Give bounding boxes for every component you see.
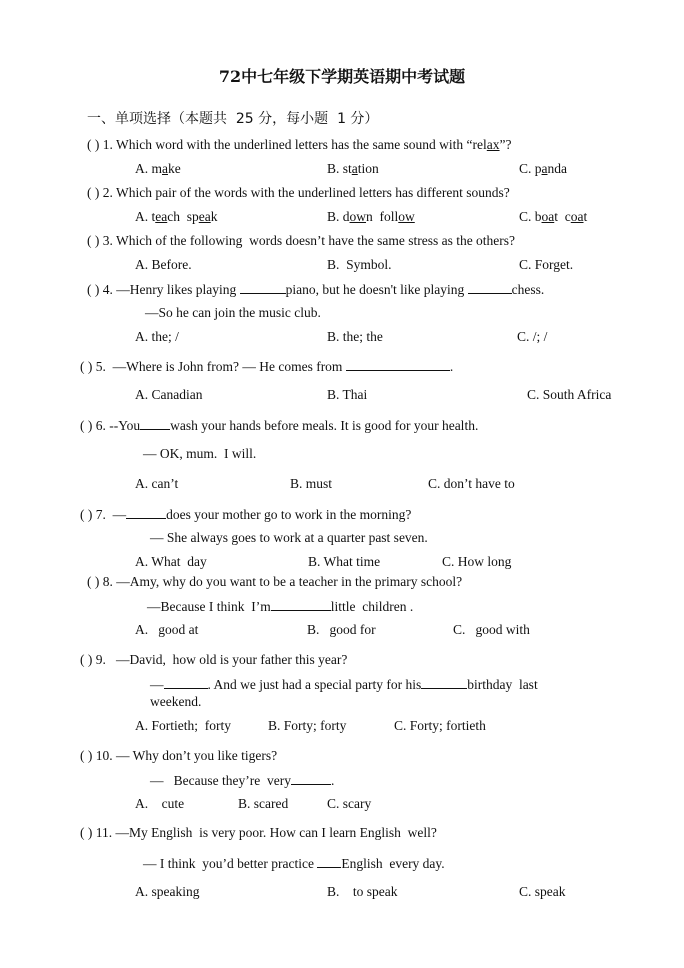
answer-blank xyxy=(126,506,166,519)
answer-blank xyxy=(240,281,286,294)
option-b: B. Thai xyxy=(327,387,368,402)
question-10-line2: — Because they’re very . xyxy=(150,773,335,788)
question-number: ( ) 7. xyxy=(80,507,106,522)
option-a: A. speaking xyxy=(135,884,200,899)
question-6: ( ) 6. --You wash your hands before meals. It is good for your health. xyxy=(80,418,479,433)
option-b: B. good for xyxy=(307,622,376,637)
option-b: B. the; the xyxy=(327,329,383,344)
option-a: A. can’t xyxy=(135,476,179,491)
option-b: B. Forty; forty xyxy=(268,718,347,733)
question-3: ( ) 3. Which of the following words doesn’t have the same stress as the others? xyxy=(87,233,516,248)
question-7-line2: — She always goes to work at a quarter past seven. xyxy=(150,530,428,545)
option-a: A. cute xyxy=(135,796,185,811)
option-c: C. Forget. xyxy=(519,257,574,272)
option-b: B. station xyxy=(327,161,379,176)
question-7: ( ) 7. — does your mother go to work in the morning? xyxy=(80,507,412,522)
option-b: B. scared xyxy=(238,796,289,811)
option-b: B. down follow xyxy=(327,209,415,224)
question-11-line2: — I think you’d better practice English every day. xyxy=(143,856,445,871)
question-11: ( ) 11. —My English is very poor. How can I learn English well? xyxy=(80,825,437,840)
answer-blank xyxy=(164,676,208,689)
option-c: C. panda xyxy=(519,161,568,176)
option-a: A. the; / xyxy=(135,329,179,344)
option-c: C. speak xyxy=(519,884,566,899)
question-9: ( ) 9. —David, how old is your father this year? xyxy=(80,652,348,667)
question-9-line3: weekend. xyxy=(150,694,202,709)
option-a: A. Before. xyxy=(135,257,192,272)
option-c: C. Forty; fortieth xyxy=(394,718,486,733)
answer-blank xyxy=(291,772,331,785)
question-6-line2: — OK, mum. I will. xyxy=(143,446,257,461)
question-number: ( ) 11. xyxy=(80,825,113,840)
question-2: ( ) 2. Which pair of the words with the underlined letters has different sounds? xyxy=(87,185,510,200)
answer-blank xyxy=(346,358,450,371)
question-number: ( ) 2. xyxy=(87,185,113,200)
answer-blank xyxy=(421,676,467,689)
page-title: 72中七年级下学期英语期中考试题 xyxy=(218,67,466,86)
section-heading: 一、单项选择（本题共 25 分，每小题 1 分） xyxy=(87,111,379,127)
option-b: B. must xyxy=(290,476,333,491)
option-c: C. /; / xyxy=(517,329,548,344)
question-10: ( ) 10. — Why don’t you like tigers? xyxy=(80,748,278,763)
question-number: ( ) 4. xyxy=(87,282,113,297)
answer-blank xyxy=(140,417,170,430)
question-number: ( ) 3. xyxy=(87,233,113,248)
option-c: C. good with xyxy=(453,622,530,637)
question-number: ( ) 1. xyxy=(87,137,113,152)
option-c: C. scary xyxy=(327,796,372,811)
question-4-line2: —So he can join the music club. xyxy=(145,305,321,320)
question-4: ( ) 4. —Henry likes playing piano, but he doesn't like playing chess. xyxy=(87,282,545,297)
question-9-line2: — . And we just had a special party for his birthday last xyxy=(150,677,538,692)
option-c: C. boat coat xyxy=(519,209,588,224)
option-a: A. What day xyxy=(135,554,207,569)
option-c: C. don’t have to xyxy=(428,476,515,491)
option-b: B. What time xyxy=(308,554,381,569)
answer-blank xyxy=(317,855,341,868)
question-5: ( ) 5. —Where is John from? — He comes from . xyxy=(80,359,454,374)
question-number: ( ) 10. xyxy=(80,748,113,763)
question-number: ( ) 5. xyxy=(80,359,106,374)
question-8: ( ) 8. —Amy, why do you want to be a teacher in the primary school? xyxy=(87,574,463,589)
option-a: A. teach speak xyxy=(135,209,218,224)
question-number: ( ) 6. xyxy=(80,418,106,433)
option-b: B. Symbol. xyxy=(327,257,392,272)
option-c: C. How long xyxy=(442,554,512,569)
answer-blank xyxy=(468,281,512,294)
option-a: A. make xyxy=(135,161,181,176)
question-8-line2: —Because I think I’m little children . xyxy=(147,599,414,614)
question-1: ( ) 1. Which word with the underlined letters has the same sound with “relax”? xyxy=(87,137,512,152)
option-c: C. South Africa xyxy=(527,387,612,402)
option-a: A. Fortieth; forty xyxy=(135,718,231,733)
answer-blank xyxy=(271,598,331,611)
question-number: ( ) 8. xyxy=(87,574,113,589)
question-number: ( ) 9. xyxy=(80,652,106,667)
option-b: B. to speak xyxy=(327,884,398,899)
option-a: A. good at xyxy=(135,622,199,637)
option-a: A. Canadian xyxy=(135,387,203,402)
